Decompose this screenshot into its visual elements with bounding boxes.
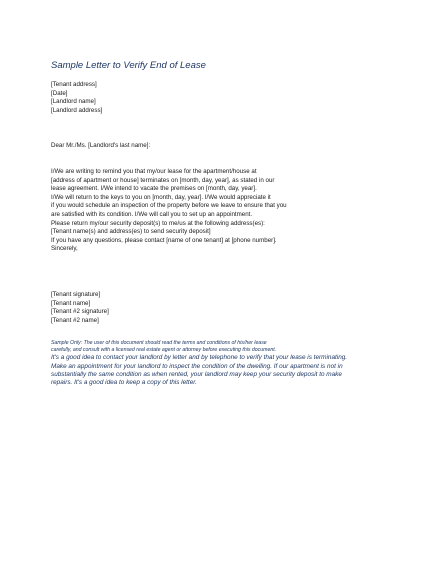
letter-body <box>51 168 287 254</box>
signature-line-tenant-name: [Tenant name] <box>51 299 91 307</box>
signature-block <box>51 291 109 325</box>
note-advice-line: repairs. It's a good idea to keep a copy of this letter. <box>51 379 197 387</box>
salutation-line: Dear Mr./Ms. [Landlord's last name]: <box>51 142 151 149</box>
body-line: [Tenant name(s) and address(es) to send security deposit] <box>51 228 211 236</box>
note-advice-line: It's a good idea to contact your landlord by letter and by telephone to verify that your lease is terminating. <box>51 354 348 362</box>
body-line: I/We will return to the keys to you on [month, day, year]. I/We would appreciate it <box>51 193 271 201</box>
signature-line-tenant-signature: [Tenant signature] <box>51 291 101 298</box>
note-disclaimer-line: Sample Only: The user of this document should read the terms and conditions of his/her lease <box>51 340 267 346</box>
signature-line-tenant2-signature: [Tenant #2 signature] <box>51 308 109 316</box>
address-line-tenant-address: [Tenant address] <box>51 81 97 88</box>
salutation <box>51 142 150 151</box>
body-line: lease agreement. I/We intend to vacate the premises on [month, day, year]. <box>51 185 257 193</box>
body-line: I/We are writing to remind you that my/our lease for the apartment/house at <box>51 168 257 175</box>
note-disclaimer-line: carefully, and consult with a licensed real estate agent or attorney before executing this document. <box>51 347 277 354</box>
body-line: Please return my/our security deposit(s) to me/us at the following address(es): <box>51 219 265 227</box>
address-block <box>51 81 102 115</box>
body-line: are satisfied with its condition. I/We will call you to set up an appointment. <box>51 210 253 218</box>
closing-line: Sincerely, <box>51 245 78 253</box>
address-line-landlord-name: [Landlord name] <box>51 98 96 106</box>
body-line: If you have any questions, please contact [name of one tenant] at [phone number]. <box>51 236 277 244</box>
address-line-date: [Date] <box>51 89 68 97</box>
address-line-landlord-address: [Landlord address] <box>51 106 103 114</box>
body-line: [address of apartment or house] terminates on [month, day, year], as stated in our <box>51 176 275 184</box>
sample-note <box>51 340 396 388</box>
note-advice-line: substantially the same condition as when rented, your landlord may keep your security deposit to make <box>51 371 342 378</box>
signature-line-tenant2-name: [Tenant #2 name] <box>51 316 99 324</box>
document-title: Sample Letter to Verify End of Lease <box>51 60 206 71</box>
body-line: if you would schedule an inspection of the property before we leave to ensure that you <box>51 202 287 210</box>
note-advice-line: Make an appointment for your landlord to inspect the condition of the dwelling. If our apartment is not in <box>51 362 343 370</box>
